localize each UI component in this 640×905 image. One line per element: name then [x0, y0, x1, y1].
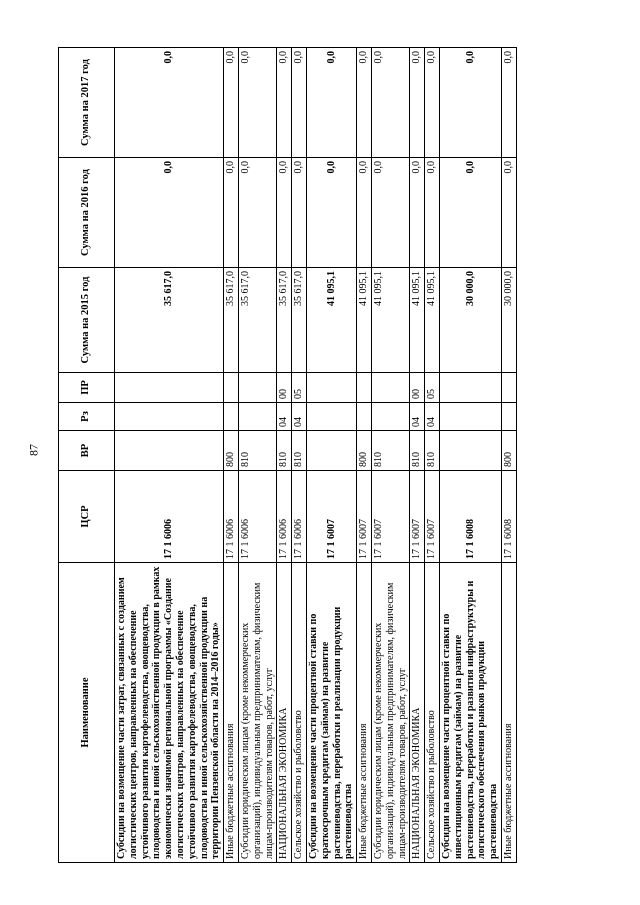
cell-pr: 05	[425, 373, 440, 403]
cell-name: Субсидии юридическим лицам (кроме некоммерческих организаций), индивидуальным предпринимателям, физическим лицам-производителям товаров, работ, услуг	[371, 563, 409, 863]
cell-pr	[371, 373, 409, 403]
cell-sum-2015: 41 095,1	[306, 268, 356, 373]
cell-name: Субсидии юридическим лицам (кроме некоммерческих организаций), индивидуальным предпринимателям, физическим лицам-производителям товаров, работ, услуг	[238, 563, 276, 863]
table-row	[306, 48, 356, 863]
cell-pr	[238, 373, 276, 403]
cell-name: Иные бюджетные ассигнования	[357, 563, 372, 863]
cell-sum-2015: 35 617,0	[277, 268, 292, 373]
table-row	[115, 48, 224, 863]
cell-pr	[501, 373, 516, 403]
cell-rz: 04	[410, 403, 425, 431]
table-row	[238, 48, 276, 863]
header-rz: Рз	[59, 403, 115, 431]
cell-sum-2017: 0,0	[306, 48, 356, 158]
budget-table-wrapper	[58, 48, 583, 863]
cell-sum-2017: 0,0	[224, 48, 239, 158]
header-sum-2016: Сумма на 2016 год	[59, 158, 115, 268]
cell-sum-2015: 35 617,0	[115, 268, 224, 373]
header-sum-2017: Сумма на 2017 год	[59, 48, 115, 158]
cell-sum-2015: 30 000,0	[439, 268, 501, 373]
cell-sum-2015: 41 095,1	[357, 268, 372, 373]
header-sum-2015: Сумма на 2015 год	[59, 268, 115, 373]
cell-sum-2016: 0,0	[306, 158, 356, 268]
cell-pr	[224, 373, 239, 403]
cell-vr: 800	[501, 431, 516, 471]
cell-name: НАЦИОНАЛЬНАЯ ЭКОНОМИКА	[410, 563, 425, 863]
cell-sum-2016: 0,0	[224, 158, 239, 268]
cell-name: Иные бюджетные ассигнования	[501, 563, 516, 863]
cell-sum-2016: 0,0	[357, 158, 372, 268]
cell-name: Сельское хозяйство и рыболовство	[292, 563, 307, 863]
table-row	[501, 48, 516, 863]
cell-name: Субсидии на возмещение части процентной ставки по краткосрочным кредитам (займам) на развитие растениеводства, переработки и реализации продукции растениеводства	[306, 563, 356, 863]
cell-rz	[439, 403, 501, 431]
cell-name: Субсидии на возмещение части затрат, связанных с созданием логистических центров, направленных на обеспечение устойчивого развития картофелеводства, овощеводства, плодоводства и иной сельскохозяйственной продукции в рамках экономически значимой региональной программы «Создание логистических центров, направленных на обеспечение устойчивого развития картофелеводства, овощеводства, плодоводства и иной сельскохозяйственной продукции на территории Пензенской области на 2014–2016 годы»	[115, 563, 224, 863]
header-row	[59, 48, 115, 863]
cell-vr: 810	[425, 431, 440, 471]
cell-vr: 800	[224, 431, 239, 471]
cell-pr	[357, 373, 372, 403]
cell-csr: 17 1 6006	[115, 471, 224, 563]
cell-rz	[224, 403, 239, 431]
table-body	[115, 48, 517, 863]
cell-pr	[306, 373, 356, 403]
cell-sum-2016: 0,0	[238, 158, 276, 268]
cell-rz	[371, 403, 409, 431]
header-name: Наименование	[59, 563, 115, 863]
cell-csr: 17 1 6007	[371, 471, 409, 563]
cell-csr: 17 1 6006	[224, 471, 239, 563]
header-csr: ЦСР	[59, 471, 115, 563]
cell-csr: 17 1 6007	[306, 471, 356, 563]
cell-rz	[238, 403, 276, 431]
cell-name: Сельское хозяйство и рыболовство	[425, 563, 440, 863]
cell-sum-2017: 0,0	[357, 48, 372, 158]
table-row	[292, 48, 307, 863]
cell-rz: 04	[292, 403, 307, 431]
cell-vr	[306, 431, 356, 471]
cell-rz: 04	[277, 403, 292, 431]
cell-vr: 810	[238, 431, 276, 471]
cell-csr: 17 1 6008	[501, 471, 516, 563]
cell-csr: 17 1 6007	[425, 471, 440, 563]
cell-sum-2016: 0,0	[277, 158, 292, 268]
cell-csr: 17 1 6006	[292, 471, 307, 563]
cell-rz	[306, 403, 356, 431]
cell-sum-2015: 35 617,0	[292, 268, 307, 373]
cell-sum-2015: 41 095,1	[425, 268, 440, 373]
cell-rz	[357, 403, 372, 431]
cell-pr: 05	[292, 373, 307, 403]
cell-sum-2016: 0,0	[425, 158, 440, 268]
cell-vr: 810	[277, 431, 292, 471]
budget-table	[58, 47, 517, 863]
cell-name: Субсидии на возмещение части процентной ставки по инвестиционным кредитам (займам) на развитие растениеводства, переработки и развития инфраструктуры и логистического обеспечения рынков продукции растениеводства	[439, 563, 501, 863]
table-header	[59, 48, 115, 863]
cell-sum-2017: 0,0	[501, 48, 516, 158]
cell-vr: 810	[371, 431, 409, 471]
header-vr: ВР	[59, 431, 115, 471]
cell-sum-2016: 0,0	[439, 158, 501, 268]
cell-pr	[115, 373, 224, 403]
cell-sum-2017: 0,0	[410, 48, 425, 158]
cell-vr: 800	[357, 431, 372, 471]
cell-sum-2017: 0,0	[238, 48, 276, 158]
cell-csr: 17 1 6007	[357, 471, 372, 563]
table-row	[439, 48, 501, 863]
cell-sum-2016: 0,0	[115, 158, 224, 268]
cell-sum-2017: 0,0	[371, 48, 409, 158]
cell-sum-2017: 0,0	[277, 48, 292, 158]
cell-sum-2015: 35 617,0	[238, 268, 276, 373]
table-row	[371, 48, 409, 863]
header-pr: ПР	[59, 373, 115, 403]
cell-sum-2016: 0,0	[501, 158, 516, 268]
cell-pr: 00	[277, 373, 292, 403]
cell-vr: 810	[292, 431, 307, 471]
cell-sum-2015: 35 617,0	[224, 268, 239, 373]
cell-csr: 17 1 6006	[277, 471, 292, 563]
page-number: 87	[26, 444, 41, 456]
cell-vr: 810	[410, 431, 425, 471]
cell-csr: 17 1 6007	[410, 471, 425, 563]
cell-csr: 17 1 6008	[439, 471, 501, 563]
cell-sum-2016: 0,0	[410, 158, 425, 268]
cell-sum-2016: 0,0	[371, 158, 409, 268]
cell-vr	[115, 431, 224, 471]
table-row	[357, 48, 372, 863]
cell-sum-2015: 41 095,1	[410, 268, 425, 373]
cell-sum-2015: 30 000,0	[501, 268, 516, 373]
cell-pr	[439, 373, 501, 403]
cell-sum-2016: 0,0	[292, 158, 307, 268]
cell-sum-2017: 0,0	[115, 48, 224, 158]
cell-rz	[501, 403, 516, 431]
cell-csr: 17 1 6006	[238, 471, 276, 563]
cell-name: Иные бюджетные ассигнования	[224, 563, 239, 863]
cell-sum-2015: 41 095,1	[371, 268, 409, 373]
cell-sum-2017: 0,0	[425, 48, 440, 158]
table-row	[224, 48, 239, 863]
cell-pr: 00	[410, 373, 425, 403]
cell-sum-2017: 0,0	[292, 48, 307, 158]
cell-sum-2017: 0,0	[439, 48, 501, 158]
cell-name: НАЦИОНАЛЬНАЯ ЭКОНОМИКА	[277, 563, 292, 863]
table-row	[277, 48, 292, 863]
cell-rz: 04	[425, 403, 440, 431]
cell-rz	[115, 403, 224, 431]
table-row	[425, 48, 440, 863]
rotated-page-content	[58, 48, 583, 863]
cell-vr	[439, 431, 501, 471]
table-row	[410, 48, 425, 863]
